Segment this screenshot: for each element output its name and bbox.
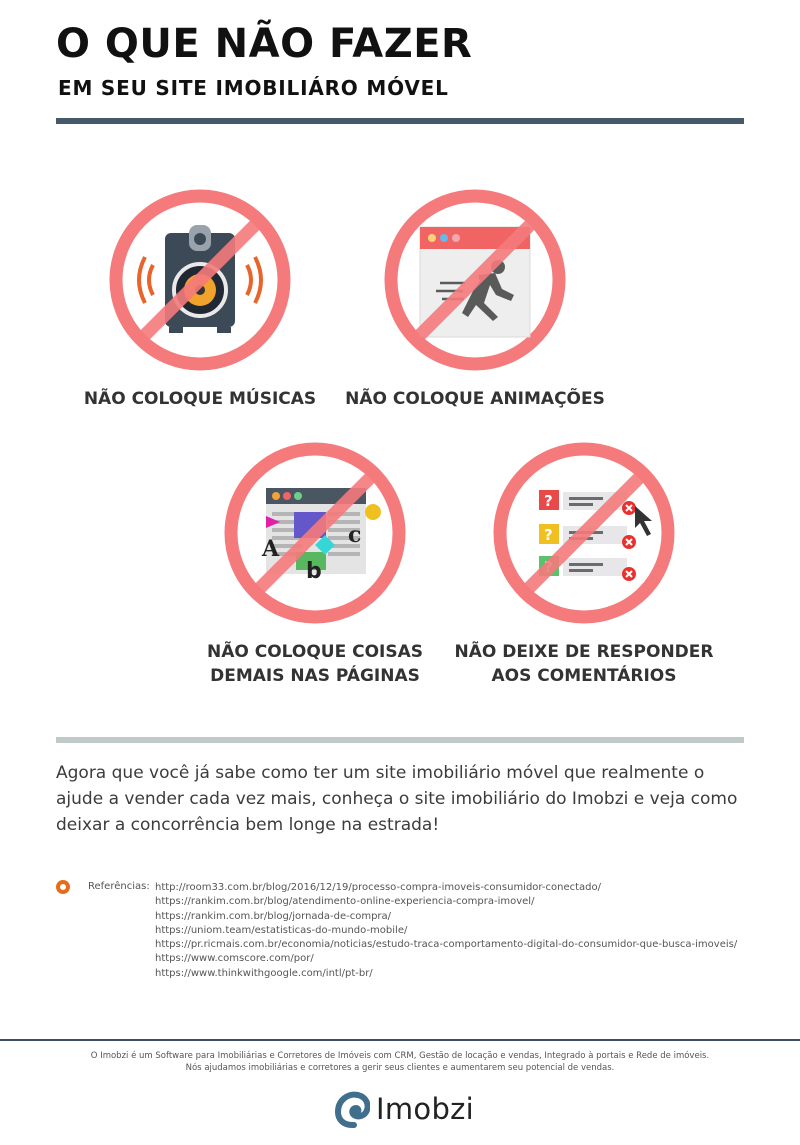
svg-text:A: A	[262, 536, 280, 562]
header-divider	[56, 118, 744, 124]
speaker-icon	[105, 185, 295, 375]
card-no-animations	[335, 185, 615, 411]
card-label: NÃO COLOQUE COISAS DEMAIS NAS PÁGINAS	[206, 642, 424, 686]
svg-text:b: b	[306, 559, 322, 584]
card-no-clutter	[175, 438, 455, 688]
footer-divider	[0, 1039, 800, 1041]
brand-logo[interactable]	[334, 1090, 474, 1128]
card-label: NÃO DEIXE DE RESPONDER AOS COMENTÁRIOS	[454, 642, 714, 686]
cluttered-page-icon	[220, 438, 410, 628]
page-subtitle: EM SEU SITE IMOBILIÁRO MÓVEL	[58, 76, 449, 100]
card-no-music	[60, 185, 340, 411]
card-label: NÃO COLOQUE MÚSICAS	[83, 389, 317, 409]
card-answer-comments	[444, 438, 724, 688]
reference-link[interactable]: https://uniom.team/estatisticas-do-mundo-mobile/	[155, 924, 408, 936]
closing-paragraph: Agora que você já sabe como ter um site imobiliário móvel que realmente o ajude a vender cada vez mais, conheça o site imobiliário do Imobzi e veja como deixar a concorrência bem longe na estrada!	[56, 763, 738, 835]
chameleon-logo-icon	[334, 1090, 370, 1128]
reference-link[interactable]: http://room33.com.br/blog/2016/12/19/processo-compra-imoveis-consumidor-conectado/	[155, 882, 601, 893]
svg-text:?: ?	[544, 526, 553, 544]
reference-link[interactable]: https://www.comscore.com/por/	[155, 953, 314, 965]
references-label: Referências:	[88, 881, 150, 892]
card-label: NÃO COLOQUE ANIMAÇÕES	[345, 389, 605, 409]
reference-link[interactable]: https://www.thinkwithgoogle.com/intl/pt-br/	[155, 967, 373, 979]
running-window-icon	[380, 185, 570, 375]
reference-ring-icon	[56, 880, 70, 894]
reference-link[interactable]: https://pr.ricmais.com.br/economia/noticias/estudo-traca-comportamento-digital-do-consumidor-que-busca-imoveis/	[155, 939, 738, 951]
references-list	[155, 881, 737, 981]
page-title: O QUE NÃO FAZER	[56, 21, 473, 67]
svg-text:?: ?	[544, 492, 553, 510]
svg-text:c: c	[348, 522, 362, 548]
unanswered-comments-icon	[489, 438, 679, 628]
reference-link[interactable]: https://rankim.com.br/blog/atendimento-online-experiencia-compra-imovel/	[155, 896, 535, 908]
footer-line: Nós ajudamos imobiliárias e corretores a gerir seus clientes e aumentarem seu potencial de vendas.	[185, 1063, 615, 1073]
footer	[0, 1050, 800, 1074]
section-divider	[56, 737, 744, 743]
footer-line: O Imobzi é um Software para Imobiliárias e Corretores de Imóveis com CRM, Gestão de locação e vendas, Integrado à portais e Rede de imóveis.	[90, 1051, 710, 1061]
brand-name: Imobzi	[376, 1092, 475, 1126]
reference-link[interactable]: https://rankim.com.br/blog/jornada-de-compra/	[155, 910, 392, 922]
